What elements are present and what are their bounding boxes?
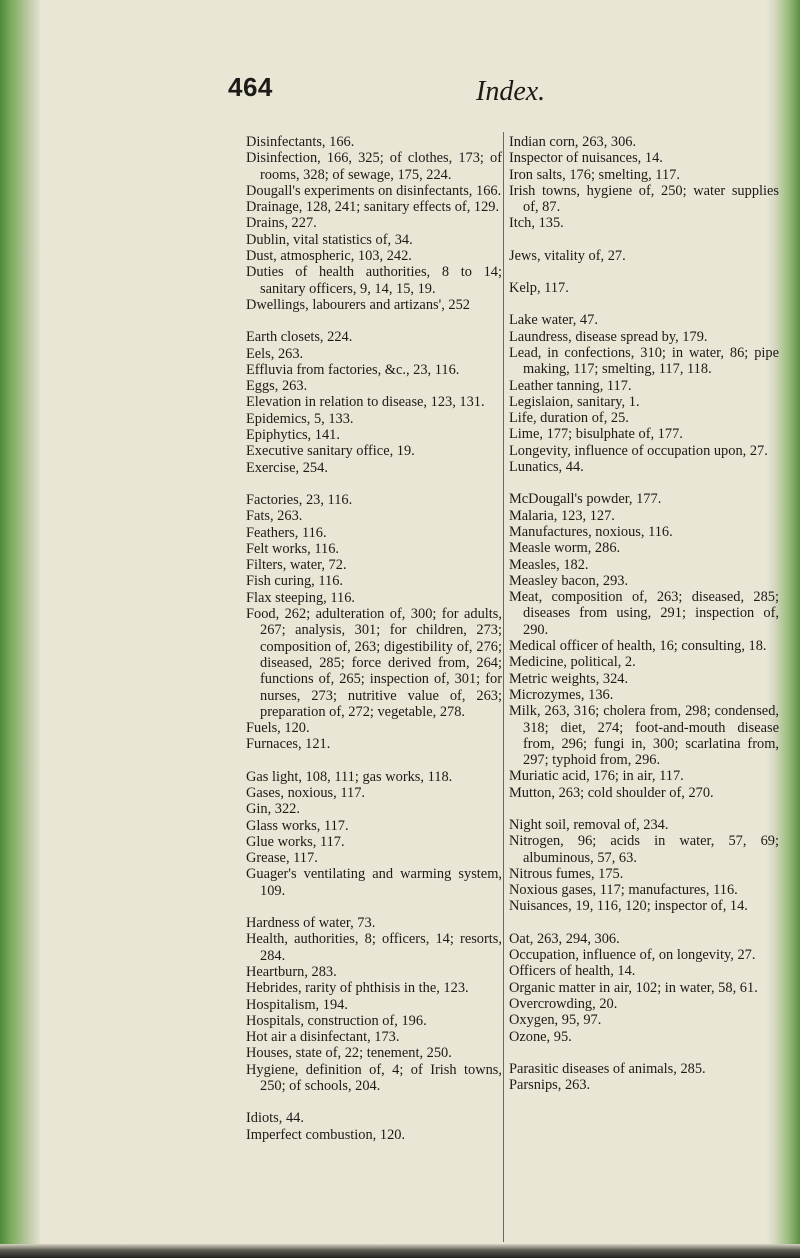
index-entry: Malaria, 123, 127. — [509, 507, 615, 524]
index-column-right — [509, 134, 779, 1109]
index-entry: Drainage, 128, 241; sanitary effects of, 129. — [246, 199, 500, 216]
index-entry: Lime, 177; bisulphate of, 177. — [509, 426, 683, 443]
index-entry: Iron salts, 176; smelting, 117. — [509, 166, 680, 183]
index-entry: Hygiene, definition of, 4; of Irish towns, 250; of schools, 204. — [246, 1061, 502, 1095]
index-entry: Filters, water, 72. — [246, 557, 347, 574]
index-entry: Flax steeping, 116. — [246, 589, 355, 606]
index-letter-group — [246, 915, 502, 1094]
index-entry: Legislaion, sanitary, 1. — [509, 393, 640, 410]
index-entry: Microzymes, 136. — [509, 686, 614, 703]
index-entry: Kelp, 117. — [509, 280, 569, 297]
index-letter-group — [509, 931, 779, 1045]
index-entry: Earth closets, 224. — [246, 329, 353, 346]
index-entry: Gases, noxious, 117. — [246, 784, 365, 801]
index-entry: Gas light, 108, 111; gas works, 118. — [246, 768, 453, 785]
index-entry: Epiphytics, 141. — [246, 427, 340, 444]
index-entry: Fish curing, 116. — [246, 573, 344, 590]
index-entry: Imperfect combustion, 120. — [246, 1126, 406, 1143]
index-entry: Inspector of nuisances, 14. — [509, 150, 663, 167]
index-entry: Overcrowding, 20. — [509, 995, 618, 1012]
page-left-edge — [0, 0, 40, 1258]
index-entry: Metric weights, 324. — [509, 670, 629, 687]
index-entry: Elevation in relation to disease, 123, 131. — [246, 394, 485, 411]
index-entry: Fuels, 120. — [246, 720, 310, 737]
index-entry: Exercise, 254. — [246, 459, 328, 476]
index-entry: Ozone, 95. — [509, 1028, 572, 1045]
index-entry: Food, 262; adulteration of, 300; for adults, 267; analysis, 301; for children, 273; composition of, 263; digestibility of, 276; diseased, 285; force derived from, 264; functions of, 265; inspection of, 301; for nurses, 273; nutritive value of, 263; preparation of, 272; vegetable, 278. — [246, 606, 502, 720]
index-entry: Occupation, influence of, on longevity, 27. — [509, 947, 756, 964]
index-entry: Hospitalism, 194. — [246, 996, 348, 1013]
index-entry: Idiots, 44. — [246, 1110, 304, 1127]
running-title: Index. — [476, 76, 546, 107]
index-entry: Houses, state of, 22; tenement, 250. — [246, 1045, 452, 1062]
index-entry: Furnaces, 121. — [246, 736, 331, 753]
index-entry: Leather tanning, 117. — [509, 377, 632, 394]
index-entry: Medicine, political, 2. — [509, 654, 636, 671]
index-entry: Dust, atmospheric, 103, 242. — [246, 248, 412, 265]
index-entry: Nitrous fumes, 175. — [509, 865, 624, 882]
index-column-left — [246, 134, 502, 1159]
index-letter-group — [509, 817, 779, 915]
index-entry: Noxious gases, 117; manufactures, 116. — [509, 882, 738, 899]
index-entry: Heartburn, 283. — [246, 963, 337, 980]
index-letter-group — [246, 769, 502, 899]
index-entry: Dublin, vital statistics of, 34. — [246, 231, 413, 248]
index-entry: Glue works, 117. — [246, 833, 345, 850]
index-entry: Milk, 263, 316; cholera from, 298; condensed, 318; diet, 274; foot-and-mouth disease from, 296; fungi in, 300; scarlatina from, 297; typhoid from, 296. — [509, 703, 779, 769]
index-entry: Executive sanitary office, 19. — [246, 443, 415, 460]
index-entry: Disinfection, 166, 325; of clothes, 173; of rooms, 328; of sewage, 175, 224. — [246, 150, 502, 183]
index-entry: Irish towns, hygiene of, 250; water supplies of, 87. — [509, 182, 779, 216]
index-entry: Oat, 263, 294, 306. — [509, 930, 620, 947]
index-letter-group — [246, 329, 502, 476]
page-bottom-edge — [0, 1244, 800, 1258]
index-entry: Life, duration of, 25. — [509, 410, 629, 427]
index-entry: Epidemics, 5, 133. — [246, 410, 354, 427]
index-entry: Felt works, 116. — [246, 540, 340, 557]
index-entry: Officers of health, 14. — [509, 963, 636, 980]
index-entry: Hospitals, construction of, 196. — [246, 1012, 427, 1029]
index-entry: Nuisances, 19, 116, 120; inspector of, 14. — [509, 898, 748, 915]
index-letter-group — [509, 280, 779, 296]
index-letter-group — [246, 492, 502, 753]
index-letter-group — [246, 134, 502, 313]
index-entry: Laundress, disease spread by, 179. — [509, 328, 708, 345]
column-divider — [503, 132, 504, 1242]
index-entry: McDougall's powder, 177. — [509, 491, 662, 508]
index-entry: Fats, 263. — [246, 508, 303, 525]
index-entry: Eggs, 263. — [246, 378, 308, 395]
index-letter-group — [509, 134, 779, 232]
index-entry: Disinfectants, 166. — [246, 134, 355, 150]
index-entry: Gin, 322. — [246, 801, 300, 818]
index-letter-group — [509, 491, 779, 801]
index-entry: Grease, 117. — [246, 850, 318, 867]
index-entry: Itch, 135. — [509, 215, 564, 232]
index-entry: Effluvia from factories, &c., 23, 116. — [246, 361, 460, 378]
index-entry: Lunatics, 44. — [509, 459, 584, 476]
index-entry: Meat, composition of, 263; diseased, 285; diseases from using, 291; inspection of, 290. — [509, 589, 779, 638]
index-entry: Measle worm, 286. — [509, 540, 621, 557]
index-entry: Factories, 23, 116. — [246, 491, 353, 508]
index-entry: Glass works, 117. — [246, 817, 349, 834]
index-entry: Drains, 227. — [246, 215, 317, 232]
index-entry: Dougall's experiments on disinfectants, 166. — [246, 182, 502, 199]
index-letter-group — [246, 1110, 502, 1143]
index-entry: Indian corn, 263, 306. — [509, 134, 637, 150]
index-entry: Health, authorities, 8; officers, 14; resorts, 284. — [246, 931, 502, 964]
index-entry: Hot air a disinfectant, 173. — [246, 1029, 400, 1046]
index-entry: Measles, 182. — [509, 556, 589, 573]
index-entry: Oxygen, 95, 97. — [509, 1012, 602, 1029]
page-number: 464 — [228, 72, 273, 102]
index-entry: Guager's ventilating and warming system, 109. — [246, 866, 502, 899]
index-entry: Muriatic acid, 176; in air, 117. — [509, 768, 684, 785]
index-entry: Eels, 263. — [246, 345, 304, 362]
index-entry: Measley bacon, 293. — [509, 572, 629, 589]
index-entry: Parasitic diseases of animals, 285. — [509, 1060, 706, 1077]
index-entry: Lead, in confections, 310; in water, 86; pipe making, 117; smelting, 117, 118. — [509, 344, 779, 378]
page-header — [228, 72, 588, 112]
index-entry: Longevity, influence of occupation upon, 27. — [509, 442, 768, 459]
index-entry: Hardness of water, 73. — [246, 915, 376, 932]
index-entry: Feathers, 116. — [246, 524, 327, 541]
index-entry: Medical officer of health, 16; consulting, 18. — [509, 638, 767, 655]
index-entry: Manufactures, noxious, 116. — [509, 523, 673, 540]
index-entry: Mutton, 263; cold shoulder of, 270. — [509, 784, 714, 801]
index-entry: Hebrides, rarity of phthisis in the, 123. — [246, 980, 469, 997]
index-entry: Jews, vitality of, 27. — [509, 247, 626, 264]
index-entry: Organic matter in air, 102; in water, 58, 61. — [509, 979, 758, 996]
index-entry: Parsnips, 263. — [509, 1077, 591, 1094]
index-entry: Nitrogen, 96; acids in water, 57, 69; albuminous, 57, 63. — [509, 833, 779, 866]
index-entry: Dwellings, labourers and artizans', 252 — [246, 296, 470, 313]
index-letter-group — [509, 312, 779, 475]
index-letter-group — [509, 248, 779, 264]
index-entry: Night soil, removal of, 234. — [509, 816, 669, 833]
index-entry: Duties of health authorities, 8 to 14; sanitary officers, 9, 14, 15, 19. — [246, 264, 502, 297]
index-entry: Lake water, 47. — [509, 312, 598, 329]
index-letter-group — [509, 1061, 779, 1094]
